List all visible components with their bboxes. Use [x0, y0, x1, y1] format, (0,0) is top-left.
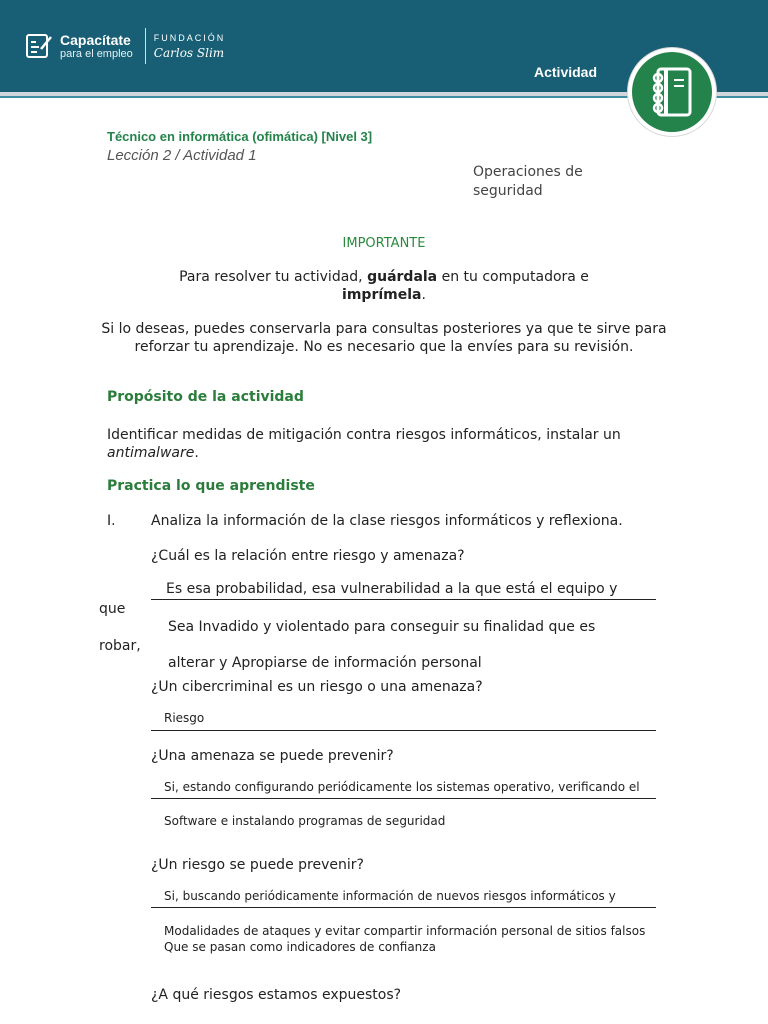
print-emphasis: imprímela — [342, 287, 422, 303]
answer-1-wrap-1: que — [99, 601, 126, 617]
fundacion-label: FUNDACIÓN — [153, 32, 226, 43]
purpose-emphasis: antimalware — [107, 445, 195, 461]
answer-1-line-2: Sea Invadido y violentado para conseguir su finalidad que es — [168, 619, 596, 635]
answer-1-wrap-2: robar, — [99, 638, 141, 654]
keep-note: Si lo deseas, puedes conservarla para consultas posteriores ya que te sirve para reforzar tu aprendizaje. No es necesario que la envíes para su revisión. — [101, 321, 667, 355]
question-2: ¿Un cibercriminal es un riesgo o una amenaza? — [151, 679, 483, 695]
lesson-title: Lección 2 / Actividad 1 — [107, 147, 257, 164]
answer-4-underline — [151, 907, 656, 908]
answer-2: Riesgo — [164, 711, 205, 725]
question-3: ¿Una amenaza se puede prevenir? — [151, 748, 394, 764]
capacitate-logo-icon — [24, 31, 54, 61]
answer-1-underline — [151, 599, 656, 600]
practice-heading: Practica lo que aprendiste — [107, 478, 315, 494]
course-title: Técnico en informática (ofimática) [Nivel 3] — [107, 129, 373, 144]
logo-divider — [145, 28, 146, 64]
answer-2-underline — [151, 730, 656, 731]
logo-title: Capacítate — [60, 31, 131, 48]
purpose-heading: Propósito de la actividad — [107, 389, 304, 405]
question-5: ¿A qué riesgos estamos expuestos? — [151, 987, 402, 1003]
roman-numeral: I. — [107, 513, 116, 529]
fundacion-logo — [154, 34, 226, 59]
answer-3-line-1: Si, estando configurando periódicamente los sistemas operativo, verificando el — [164, 780, 640, 794]
important-heading: IMPORTANTE — [342, 236, 426, 251]
instruction-text: Analiza la información de la clase riesgos informáticos y reflexiona. — [151, 513, 623, 529]
save-print-text-3: . — [421, 287, 426, 303]
answer-4-line-2: Modalidades de ataques y evitar compartir información personal de sitios falsos — [164, 924, 646, 938]
answer-4-line-3: Que se pasan como indicadores de confianza — [164, 940, 436, 954]
save-print-text-2: en tu computadora e — [437, 269, 589, 285]
save-print-text-1: Para resolver tu actividad, — [179, 269, 368, 285]
save-emphasis: guárdala — [367, 269, 438, 285]
notebook-icon — [650, 66, 694, 118]
answer-4-line-1: Si, buscando periódicamente información de nuevos riesgos informáticos y — [164, 889, 616, 903]
purpose-text-1: Identificar medidas de mitigación contra riesgos informáticos, instalar un — [107, 427, 621, 443]
activity-badge — [628, 48, 716, 136]
purpose-text — [107, 426, 667, 462]
save-print-note — [100, 268, 668, 304]
logo-subtitle: para el empleo — [60, 47, 133, 60]
question-4: ¿Un riesgo se puede prevenir? — [151, 857, 364, 873]
fundacion-signature: Carlos Slim — [153, 45, 225, 60]
purpose-text-2: . — [194, 445, 199, 461]
capacitate-logo — [24, 28, 225, 64]
answer-1-line-3: alterar y Apropiarse de información personal — [168, 655, 482, 671]
answer-3-line-2: Software e instalando programas de seguridad — [164, 814, 446, 828]
activity-topic: Operaciones de seguridad — [473, 164, 583, 199]
activity-label: Actividad — [534, 64, 598, 80]
answer-3-underline — [151, 798, 656, 799]
question-1: ¿Cuál es la relación entre riesgo y amenaza? — [151, 548, 465, 564]
answer-1-line-1: Es esa probabilidad, esa vulnerabilidad a la que está el equipo y — [166, 581, 618, 597]
